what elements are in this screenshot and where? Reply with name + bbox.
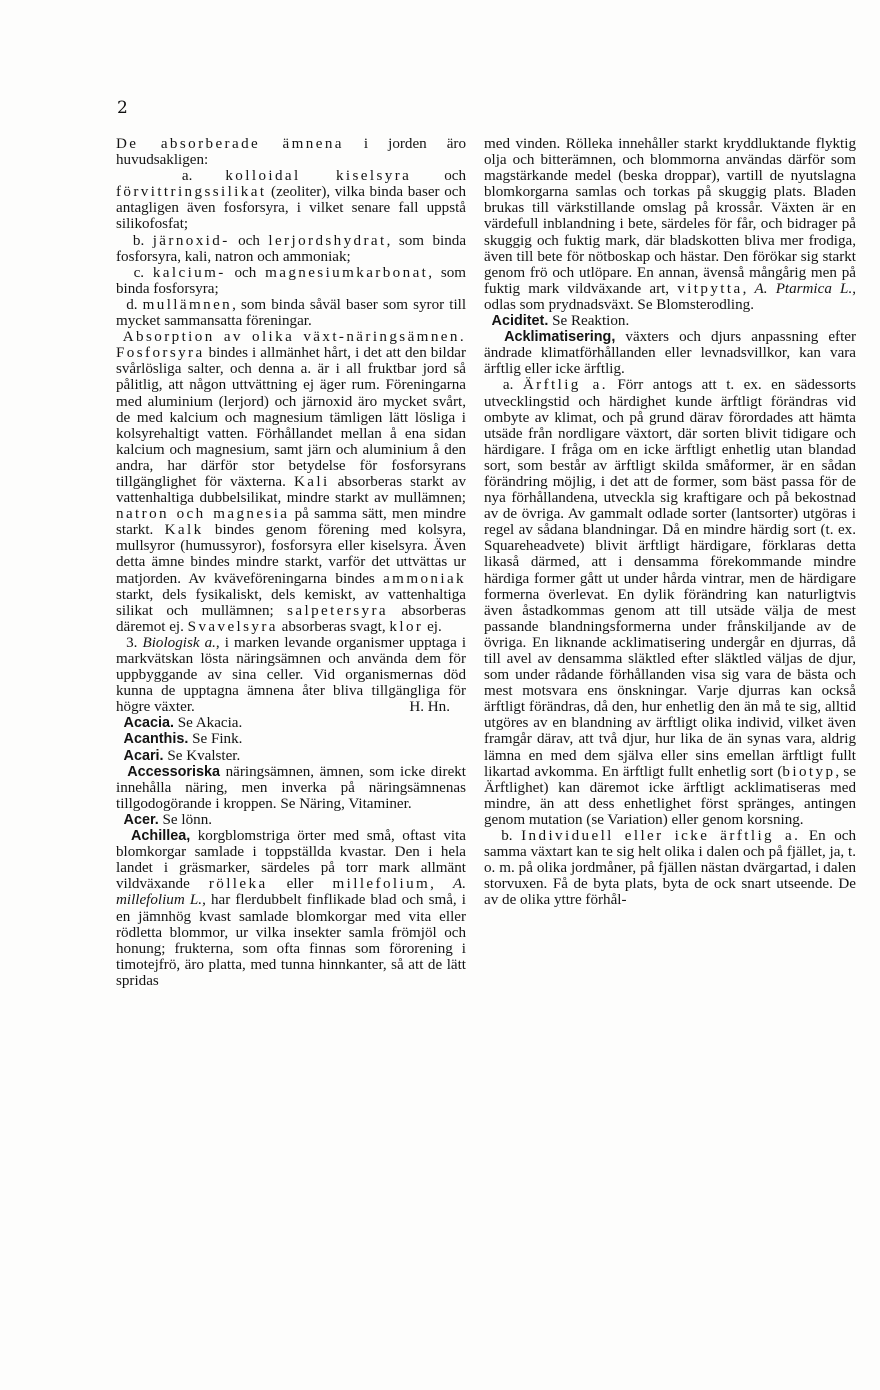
entry-acacia-text: Se Akacia. bbox=[173, 715, 243, 732]
entry-achillea-text-2: eller bbox=[267, 876, 333, 893]
entry-achillea-head: Achillea, bbox=[131, 828, 191, 845]
item-c-text: , som binda fosforsyra; bbox=[116, 264, 467, 297]
absorption-text-7: absorberas svagt, bbox=[277, 618, 390, 635]
entry-accessoriska bbox=[116, 764, 466, 812]
term-klor: klor bbox=[389, 618, 424, 635]
entry-acanthis bbox=[116, 731, 466, 747]
absorption-heading: Absorption av olika växt-näringsämnen. bbox=[122, 329, 466, 346]
item-c bbox=[116, 265, 466, 297]
biologisk-text: , i marken levande organismer upptaga i markvätskan lösta näringsämnen och använda dem för uppbyggande av sina celler. Vid organismernas död kunna de upptagna ämnena åter bliva tillgängliga för högre växter. bbox=[116, 634, 467, 716]
absorption-paragraph bbox=[116, 329, 466, 635]
entry-aciditet bbox=[484, 313, 856, 329]
latin-name-millefolium: A. millefolium L. bbox=[116, 876, 467, 909]
entry-acklimatisering-head: Acklimatisering, bbox=[504, 329, 616, 346]
item-b-text: , som binda fosforsyra, kali, natron och ammoniak; bbox=[116, 232, 467, 265]
entry-accessoriska-text: näringsämnen, ämnen, som icke direkt innehålla näring, men inverka på näringsämnenas tillgodogörande i kroppen. Se Näring, Vitaminer. bbox=[116, 763, 467, 812]
term-salpetersyra: salpetersyra bbox=[287, 602, 389, 619]
item-a-text: (zeoliter), vilka binda baser och antagligen även fosforsyra, i vilket senare fall uppstå silikofosfat; bbox=[116, 184, 466, 233]
item-d bbox=[116, 297, 466, 329]
entry-acanthis-text: Se Fink. bbox=[188, 731, 243, 748]
item-a-label: a. bbox=[181, 168, 226, 185]
item-d-text: , som binda såväl baser som syror till mycket sammansatta föreningar. bbox=[116, 296, 467, 330]
section-a-text: Förr antogs att t. ex. en sädessorts utvecklingstid och härdighet kunde ärftligt förändras vid ombyte av klimat, och på grund därav förordades att hämta utsäde från nordligare växtort, där sorten blivit tidigare och härdigare. I fråga om en icke ärftligt enhetlig utan blandad sort, som består av ärftligt skilda småformer, är en sådan förändring möjlig, i det att de former, som bäst passa för de nya förhållandena, utveckla sig kraftigare och på bekostnad av de övriga. Av gammalt odlade sorter (lantsorter) utgöras i regel av sådana blandningar. Då en mindre härdig sort (t. ex. Squareheadvete) blivit ärftligt härdigare, förklaras detta likaså därmed, att i densamma förekommande mindre härdiga former gått ut under hårda vintrar, men de härdigare formerna överlevat. En dylik förändring kan naturligtvis även åstadkommas genom att till utsäde välja de mest passande blandningsformerna under frånskiljande av de övriga. En liknande acklimatisering undergår en djurras, då till avel av densamma släktled efter släktled väljas de djur, som under rådande förhållanden visa sig vara de bästa och mest motsvara ens önskningar. Varje djurras kan också ärftligt förändras, då den, hur enhetlig den än må te sig, alltid utgöres av en blandning av ärftligt olika individ, vilket även framgår därav, att två djur, hur lika de än synas vara, aldrig lämna en med dem själva eller sins emellan ärftligt fullt likartad avkomma. En ärftligt fullt enhetlig sort ( bbox=[484, 377, 857, 780]
item-b bbox=[116, 233, 466, 265]
term-natron-magnesia: natron och magnesia bbox=[116, 506, 290, 523]
achillea-continued-text: med vinden. Rölleka innehåller starkt kryddluktande flyktig olja och bitterämnen, och blommorna användas därför som magstärkande medel (beska droppar), vartill de nyutslagna blomkorgarna samlas och torkas på skuggig plats. Bladen brukas till värkstillande omslag på krossår. Växten är en värdefull inblandning i bete, särdeles för får, och bidrager på skuggig och fuktig mark, där bladskotten bliva mer frodiga, även till bete för nötboskap och hästar. Den förökar sig starkt genom frö och utlöpare. En annan, ävenså mångårig men på fuktig mark vildväxande art, bbox=[484, 136, 856, 297]
entry-acanthis-head: Acanthis. bbox=[123, 731, 189, 748]
intro-text: i jorden äro huvudsakligen: bbox=[116, 136, 466, 169]
item-b-mid: och bbox=[229, 232, 269, 249]
entry-acklimatisering bbox=[484, 329, 856, 377]
entry-acacia-head: Acacia. bbox=[123, 715, 174, 732]
section-a-arftlig bbox=[484, 377, 856, 828]
entry-achillea-text-1: korgblomstriga örter med små, oftast vita blomkorgar samlade i toppställda kvastar. Den i hela landet i gräsmarker, särdeles på torr mark allmänt vildväxande bbox=[116, 828, 466, 893]
absorption-text-1: bindes i allmänhet hårt, i det att den bildar svårlösliga salter, och denna a. är i all fruktbar jord så pålitlig, att någon uttvättning ej äger rum. Föreningarna med aluminium (lerjord) och järnoxid äro mycket svårt, de med kalcium och magnesium tämligen lätt lösliga i kolsyrehaltigt vatten. Förhållandet mellan å ena sidan kalcium och magnesium, samt järn och aluminium å den andra, har därför stor betydelse för fosforsyrans tillgänglighet för växterna. bbox=[116, 345, 466, 490]
item-b-term1: järnoxid- bbox=[152, 232, 230, 249]
intro-paragraph bbox=[116, 136, 466, 168]
entry-acari-text: Se Kvalster. bbox=[163, 747, 241, 764]
entry-acari bbox=[116, 748, 466, 764]
section-a-label: a. bbox=[502, 377, 523, 394]
entry-aciditet-head: Aciditet. bbox=[491, 313, 549, 330]
absorption-text-5: starkt, dels fysikaliskt, dels kemiskt, av vattenhaltiga silikat och mullämnen; bbox=[116, 586, 466, 619]
biologisk-number: 3. bbox=[126, 634, 143, 651]
item-c-mid: och bbox=[225, 264, 266, 281]
item-c-label: c. bbox=[133, 264, 153, 281]
term-svavelsyra: Svavelsyra bbox=[187, 618, 278, 635]
section-a-term: Ärftlig a. bbox=[522, 377, 608, 394]
right-column bbox=[484, 136, 856, 909]
item-b-term2: lerjordshydrat bbox=[268, 232, 387, 249]
entry-achillea bbox=[116, 828, 466, 989]
term-biotyp: biotyp bbox=[782, 763, 836, 780]
entry-aciditet-text: Se Reaktion. bbox=[548, 313, 630, 330]
absorption-text-6: absorberas däremot ej. bbox=[116, 602, 466, 635]
entry-acer bbox=[116, 812, 466, 828]
item-d-label: d. bbox=[126, 296, 143, 313]
absorption-text-4: bindes genom förening med kolsyra, mullsyror (humussyror), fosforsyra eller kiselsyra. Även detta ämne bindes mindre starkt, varför det uttvättas ur matjorden. Av kväveföreningarna bindes bbox=[116, 522, 466, 587]
intro-spaced: De absorberade ämnena bbox=[116, 136, 344, 152]
absorption-text-8: ej. bbox=[423, 618, 442, 635]
term-vitpytta: vitpytta bbox=[677, 280, 743, 297]
entry-acklimatisering-text: växters och djurs anpassning efter ändrade klimatförhållanden eller levnadsvillkor, kan vara ärftlig eller icke ärftlig. bbox=[484, 329, 856, 378]
term-millefolium: millefolium bbox=[332, 876, 431, 893]
latin-name-ptarmica: A. Ptarmica L. bbox=[754, 280, 853, 297]
author-signature: H. Hn. bbox=[409, 699, 450, 716]
item-a-term2: förvittringssilikat bbox=[116, 184, 267, 201]
absorption-text-3: på samma sätt, men mindre starkt. bbox=[116, 506, 467, 539]
section-b-term: Individuell eller icke ärftlig a. bbox=[521, 828, 801, 845]
left-column bbox=[116, 136, 466, 989]
achillea-continued bbox=[484, 136, 856, 313]
entry-acari-head: Acari. bbox=[123, 747, 164, 764]
absorption-text-2: absorberas starkt av vattenhaltiga dubbelsilikat, mindre starkt av mullämnen; bbox=[116, 473, 466, 507]
entry-acacia bbox=[116, 715, 466, 731]
section-a-text-2: , se Ärftlighet) kan däremot icke ärftligt acklimatiseras med mindre, än att dess enhetlighet först spränges, antingen genom mutation (se Variation) eller genom korsning. bbox=[484, 763, 857, 828]
section-b-label: b. bbox=[501, 828, 522, 845]
term-rolleka: rölleka bbox=[208, 876, 268, 893]
achillea-continued-sep: , bbox=[742, 280, 755, 297]
item-a-term1: kolloidal kiselsyra bbox=[225, 168, 412, 185]
item-c-term2: magnesiumkarbonat bbox=[265, 264, 429, 281]
term-kalk: Kalk bbox=[164, 522, 204, 539]
biologisk-title: Biologisk a. bbox=[142, 634, 216, 651]
term-kali: Kali bbox=[293, 473, 330, 490]
item-b-label: b. bbox=[132, 232, 153, 249]
item-d-term: mullämnen bbox=[142, 296, 233, 313]
section-b-text: En och samma växtart kan te sig helt olika i dalen och på fjället, ja, t. o. m. på olika jordmåner, på fjällen nästan dvärgartad, i dalen storvuxen. Få de byta plats, byta de ock snart utseende. De av de olika yttre förhål- bbox=[484, 828, 857, 909]
entry-achillea-text-3: , bbox=[430, 876, 454, 893]
section-b-individuell bbox=[484, 828, 856, 908]
page-number: 2 bbox=[117, 98, 128, 118]
entry-acer-text: Se lönn. bbox=[158, 811, 213, 828]
item-c-term1: kalcium- bbox=[152, 264, 226, 281]
term-fosforsyra: Fosforsyra bbox=[116, 345, 205, 362]
biologisk-paragraph bbox=[116, 635, 466, 715]
entry-achillea-text-4: , har flerdubbelt finflikade blad och små, i en jämnhög kvast samlade blomkorgar med vita eller rödletta blommor, ur vilka insekter samla frömjöl och honung; frukterna, som ofta finnas som förorening i timotejfrö, äro platta, med tunna hinnkanter, så att de lätt spridas bbox=[116, 892, 466, 989]
item-a bbox=[116, 168, 466, 232]
item-a-mid: och bbox=[411, 168, 466, 185]
entry-acer-head: Acer. bbox=[123, 811, 159, 828]
entry-accessoriska-head: Accessoriska bbox=[127, 763, 221, 780]
term-ammoniak: ammoniak bbox=[383, 570, 466, 587]
achillea-continued-end: , odlas som prydnadsväxt. Se Blomsterodling. bbox=[484, 280, 857, 313]
